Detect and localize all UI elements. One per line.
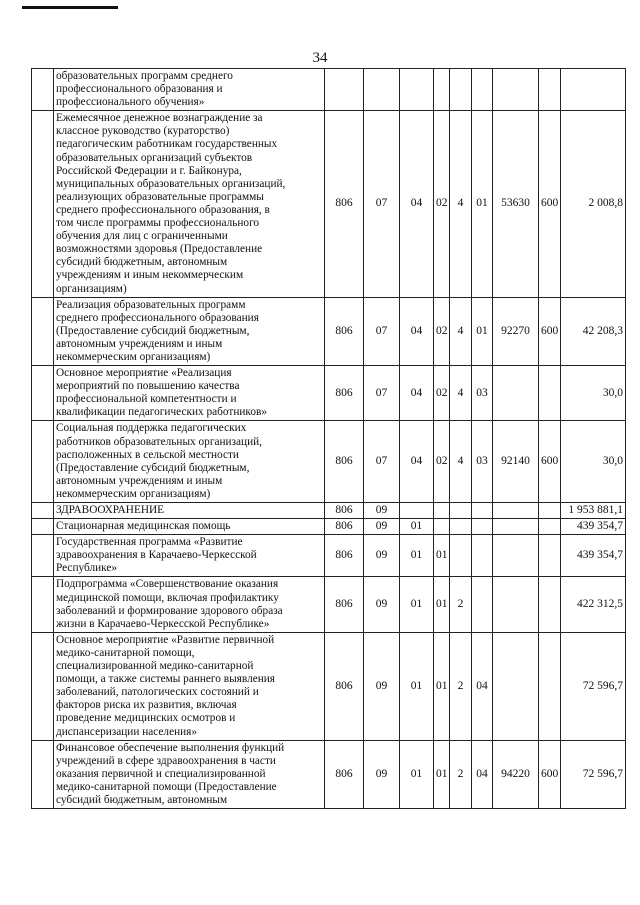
subsection-code: 01 [400,519,434,535]
row-name-line: муниципальных образовательных организаций, [56,177,286,190]
amount: 42 208,3 [561,297,626,365]
ved-code: 806 [325,111,364,297]
subsection-code: 04 [400,366,434,421]
event-code: 01 [472,111,493,297]
program-code: 02 [434,421,450,503]
subsection-code: 04 [400,111,434,297]
expense-type-code [539,519,561,535]
table-row [32,421,626,503]
table-row [32,297,626,365]
amount: 30,0 [561,421,626,503]
row-name [54,740,325,808]
subprogram-code [450,519,472,535]
row-name-line: ЗДРАВООХРАНЕНИЕ [56,504,165,516]
row-name-line: реализующих образовательные программы [56,190,264,203]
subprogram-code: 4 [450,111,472,297]
row-name-line: (Предоставление субсидий бюджетным, [56,324,250,337]
table-row [32,535,626,577]
row-name-line: классное руководство (кураторство) [56,125,230,138]
amount: 30,0 [561,366,626,421]
row-name-line: заболеваний, патологических состояний и [56,686,259,699]
subsection-code: 01 [400,740,434,808]
row-name-line: оказания первичной и специализированной [56,767,266,780]
subprogram-code: 2 [450,740,472,808]
row-name [54,297,325,365]
row-name [54,421,325,503]
row-stub-cell [32,366,54,421]
amount: 72 596,7 [561,632,626,740]
row-stub-cell [32,740,54,808]
program-code: 01 [434,740,450,808]
table-row [32,632,626,740]
row-name-line: здравоохранения в Карачаево-Черкесской [56,549,257,562]
direction-code [493,503,539,519]
amount: 1 953 881,1 [561,503,626,519]
subprogram-code [450,69,472,111]
row-name-line: педагогическим работникам государственных [56,138,278,151]
ved-code: 806 [325,297,364,365]
direction-code: 53630 [493,111,539,297]
amount: 439 354,7 [561,519,626,535]
row-stub-cell [32,503,54,519]
row-name-line: возможностями здоровья (Предоставление [56,243,263,256]
page-number: 34 [312,50,328,66]
row-name-line: субсидий бюджетным, автономным [56,793,228,806]
row-stub-cell [32,69,54,111]
row-name-line: профессионального образования и [56,83,223,96]
row-name-line: среднего профессионального образования [56,311,259,324]
row-name-line: учреждений в сфере здравоохранения в части [56,754,276,767]
row-name-line: учреждениям и иным некоммерческим [56,269,244,282]
row-name-line: факторов риска их развития, включая [56,699,237,712]
subsection-code [400,69,434,111]
subprogram-code: 4 [450,421,472,503]
amount: 72 596,7 [561,740,626,808]
row-name-line: образовательных программ среднего [56,70,233,82]
direction-code [493,366,539,421]
event-code [472,519,493,535]
subprogram-code [450,503,472,519]
event-code: 04 [472,632,493,740]
amount: 2 008,8 [561,111,626,297]
expense-type-code [539,535,561,577]
table-row [32,503,626,519]
row-stub-cell [32,519,54,535]
budget-table [31,68,626,809]
ved-code [325,69,364,111]
row-name-line: том числе программы профессионального [56,217,260,230]
ved-code: 806 [325,503,364,519]
section-code [364,69,400,111]
row-name-line: субсидий бюджетным, автономным [56,256,228,269]
row-name-line: квалификации педагогических работников» [56,406,267,419]
row-name-line: обучения для лиц с ограниченными [56,230,228,243]
row-name-line: Основное мероприятие «Развитие первичной [56,633,275,646]
row-name-line: Стационарная медицинская помощь [56,520,231,533]
table-row [32,577,626,632]
event-code [472,535,493,577]
subsection-code [400,503,434,519]
ved-code: 806 [325,421,364,503]
row-name-line: некоммерческим организациям) [56,487,211,500]
expense-type-code [539,632,561,740]
row-name-line: Реализация образовательных программ [56,298,246,311]
table-body [32,69,626,809]
row-stub-cell [32,577,54,632]
table-row [32,519,626,535]
expense-type-code: 600 [539,297,561,365]
section-code: 07 [364,366,400,421]
row-name-line: Основное мероприятие «Реализация [56,367,232,380]
row-name-line: образовательных организаций субъектов [56,151,253,164]
direction-code [493,632,539,740]
event-code [472,69,493,111]
table-row [32,111,626,297]
subprogram-code [450,535,472,577]
row-name-line: Российской Федерации и г. Байконура, [56,164,242,177]
direction-code: 92140 [493,421,539,503]
row-stub-cell [32,421,54,503]
direction-code [493,69,539,111]
ved-code: 806 [325,632,364,740]
expense-type-code: 600 [539,740,561,808]
amount: 439 354,7 [561,535,626,577]
direction-code: 92270 [493,297,539,365]
subsection-code: 04 [400,297,434,365]
expense-type-code: 600 [539,111,561,297]
subsection-code: 01 [400,577,434,632]
row-name-line: профессионального обучения» [56,96,205,109]
subprogram-code: 4 [450,297,472,365]
row-name-line: диспансеризации населения» [56,725,198,738]
row-name-line: организациям) [56,282,127,295]
row-name-line: работников образовательных организаций, [56,435,262,448]
row-stub-cell [32,297,54,365]
table-row [32,69,626,111]
expense-type-code [539,503,561,519]
subsection-code: 01 [400,632,434,740]
section-code: 09 [364,535,400,577]
row-name-line: мероприятий по повышению качества [56,380,240,393]
row-name [54,366,325,421]
direction-code [493,577,539,632]
section-code: 09 [364,632,400,740]
section-code: 09 [364,577,400,632]
row-name-line: Государственная программа «Развитие [56,536,243,549]
subprogram-code: 4 [450,366,472,421]
direction-code [493,519,539,535]
ved-code: 806 [325,366,364,421]
table-row [32,366,626,421]
expense-type-code [539,366,561,421]
row-name-line: Социальная поддержка педагогических [56,422,247,435]
event-code [472,577,493,632]
ved-code: 806 [325,740,364,808]
subprogram-code: 2 [450,577,472,632]
subsection-code: 04 [400,421,434,503]
program-code: 02 [434,366,450,421]
top-mark-line [22,6,118,9]
row-name-line: жизни в Карачаево-Черкесской Республике» [56,617,270,630]
row-name [54,69,325,111]
program-code: 01 [434,632,450,740]
expense-type-code [539,577,561,632]
row-name-line: медицинской помощи, включая профилактику [56,591,279,604]
row-name-line: Подпрограмма «Совершенствование оказания [56,578,279,591]
row-name-line: профессиональной компетентности и [56,393,237,406]
ved-code: 806 [325,519,364,535]
event-code [472,503,493,519]
row-stub-cell [32,632,54,740]
section-code: 09 [364,503,400,519]
expense-type-code: 600 [539,421,561,503]
section-code: 07 [364,111,400,297]
table-row [32,740,626,808]
row-name-line: автономным учреждениям и иным [56,337,223,350]
event-code: 03 [472,366,493,421]
program-code: 02 [434,111,450,297]
ved-code: 806 [325,577,364,632]
row-name-line: Республике» [56,562,118,575]
row-name-line: автономным учреждениям и иным [56,474,223,487]
amount: 422 312,5 [561,577,626,632]
event-code: 01 [472,297,493,365]
section-code: 09 [364,519,400,535]
row-stub-cell [32,535,54,577]
event-code: 03 [472,421,493,503]
row-name-line: расположенных в сельской местности [56,448,239,461]
row-stub-cell [32,111,54,297]
direction-code: 94220 [493,740,539,808]
direction-code [493,535,539,577]
row-name-line: специализированной медико-санитарной [56,660,254,673]
event-code: 04 [472,740,493,808]
row-name-line: (Предоставление субсидий бюджетным, [56,461,250,474]
row-name-line: Ежемесячное денежное вознаграждение за [56,112,263,125]
program-code [434,503,450,519]
row-name-line: среднего профессионального образования, в [56,203,270,216]
program-code: 01 [434,577,450,632]
amount [561,69,626,111]
row-name-line: Финансовое обеспечение выполнения функций [56,741,285,754]
program-code [434,69,450,111]
row-name-line: помощи, а также системы раннего выявления [56,673,276,686]
row-name [54,503,325,519]
row-name-line: медико-санитарной помощи, [56,646,195,659]
section-code: 07 [364,297,400,365]
program-code: 01 [434,535,450,577]
expense-type-code [539,69,561,111]
row-name [54,632,325,740]
row-name [54,111,325,297]
row-name-line: проведение медицинских осмотров и [56,712,236,725]
section-code: 07 [364,421,400,503]
ved-code: 806 [325,535,364,577]
row-name [54,519,325,535]
row-name-line: медико-санитарной помощи (Предоставление [56,780,277,793]
program-code [434,519,450,535]
subsection-code: 01 [400,535,434,577]
row-name [54,577,325,632]
row-name-line: заболеваний и формирование здорового образа [56,604,283,617]
subprogram-code: 2 [450,632,472,740]
section-code: 09 [364,740,400,808]
row-name-line: некоммерческим организациям) [56,350,211,363]
program-code: 02 [434,297,450,365]
row-name [54,535,325,577]
